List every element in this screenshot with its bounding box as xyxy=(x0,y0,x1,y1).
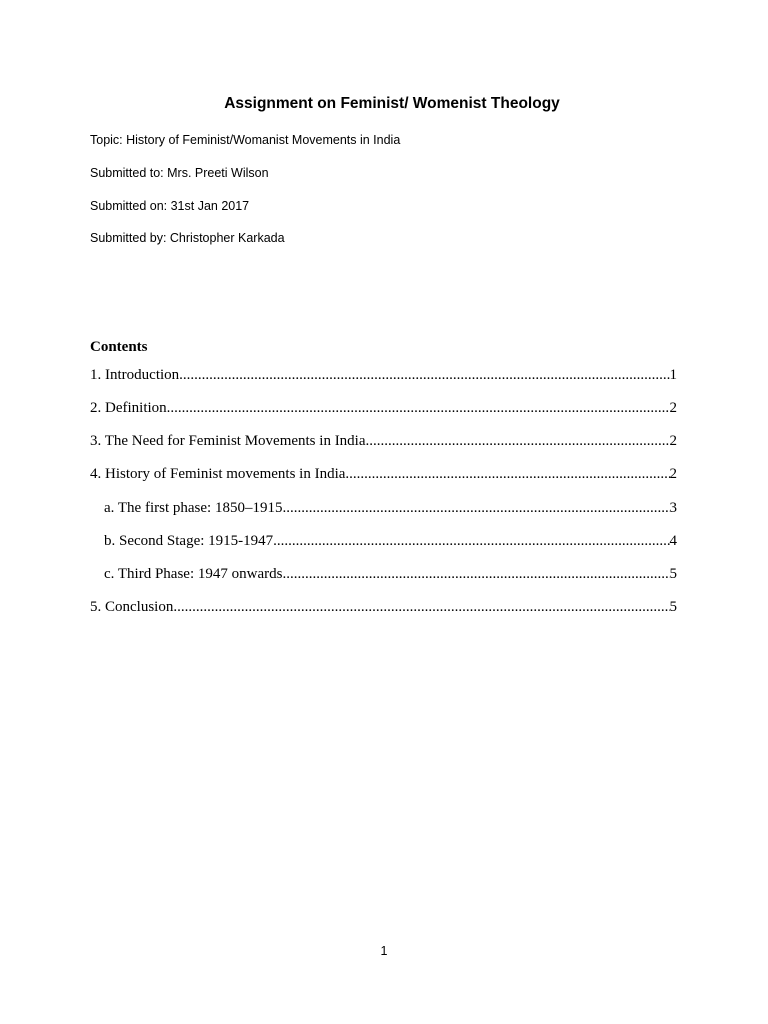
toc-entry-label: 1. Introduction xyxy=(90,367,180,383)
toc-entry-page: 2 xyxy=(669,400,677,416)
dot-leader xyxy=(167,398,670,418)
toc-entry xyxy=(90,365,677,385)
dot-leader xyxy=(173,597,669,617)
toc-entry xyxy=(90,464,677,484)
toc-entry-page: 2 xyxy=(669,466,677,482)
document-title: Assignment on Feminist/ Womenist Theology xyxy=(224,95,560,112)
submitted-by-line: Submitted by: Christopher Karkada xyxy=(90,231,285,245)
dot-leader xyxy=(282,564,669,584)
toc-entry-label: 2. Definition xyxy=(90,400,167,416)
topic-line: Topic: History of Feminist/Womanist Movements in India xyxy=(90,133,401,147)
submitted-on-line: Submitted on: 31st Jan 2017 xyxy=(90,199,250,213)
toc-entry-page: 5 xyxy=(669,599,677,615)
toc-subentry-label: a. The first phase: 1850–1915 xyxy=(104,500,283,516)
dot-leader xyxy=(345,464,669,484)
toc-entry xyxy=(90,398,677,418)
toc-entry-label: 5. Conclusion xyxy=(90,599,174,615)
toc-entry xyxy=(90,597,677,617)
dot-leader xyxy=(273,531,669,551)
toc-entry-page: 2 xyxy=(669,433,677,449)
dot-leader xyxy=(179,365,669,385)
toc-subentry xyxy=(104,564,677,584)
toc-subentry xyxy=(104,531,677,551)
toc-entry-page: 1 xyxy=(669,367,677,383)
toc-entry xyxy=(90,431,677,451)
toc-entry-label: 3. The Need for Feminist Movements in India xyxy=(90,433,366,449)
dot-leader xyxy=(366,431,670,451)
toc-subentry xyxy=(104,498,677,518)
dot-leader xyxy=(282,498,669,518)
toc-subentry-label: b. Second Stage: 1915-1947 xyxy=(104,533,274,549)
toc-subentry-label: c. Third Phase: 1947 onwards xyxy=(104,566,283,582)
submitted-to-line: Submitted to: Mrs. Preeti Wilson xyxy=(90,166,269,180)
page-number: 1 xyxy=(380,944,388,958)
toc-subentry-page: 5 xyxy=(669,566,677,582)
toc-subentry-page: 3 xyxy=(669,500,677,516)
toc-entry-label: 4. History of Feminist movements in India xyxy=(90,466,346,482)
contents-heading: Contents xyxy=(90,339,148,355)
toc-subentry-page: 4 xyxy=(669,533,677,549)
